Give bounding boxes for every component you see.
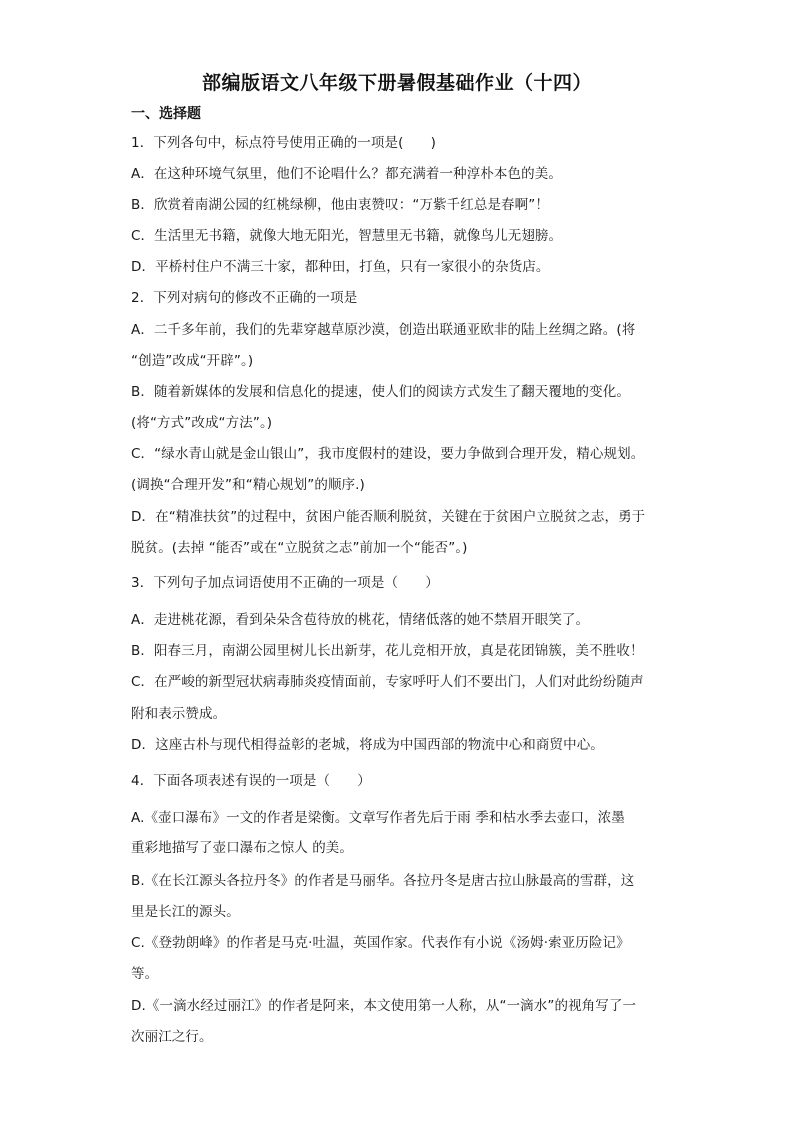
question-2-option-a: A．二千多年前，我们的先辈穿越草原沙漠，创造出联通亚欧非的陆上丝绸之路。(将 [131,322,636,338]
section-heading: 一、选择题 [131,106,201,122]
question-2-option-c: C．“绿水青山就是金山银山”，我市度假村的建设，要力争做到合理开发，精心规划。 [131,446,645,462]
question-2-option-a-cont: “创造”改成“开辟”。) [131,353,254,369]
question-3-option-a: A．走进桃花源，看到朵朵含苞待放的桃花，情绪低落的她不禁眉开眼笑了。 [131,612,590,628]
question-1-stem: 1．下列各句中，标点符号使用正确的一项是( ) [131,135,437,151]
question-4-option-c-cont: 等。 [131,966,159,982]
question-2-option-d: D．在“精准扶贫”的过程中，贫困户能否顺利脱贫，关键在于贫困户立脱贫之志，勇于 [131,509,646,525]
question-4-stem: 4．下面各项表述有误的一项是（ ） [131,773,371,789]
question-1-option-d: D．平桥村住户不满三十家，都种田，打鱼，只有一家很小的杂货店。 [131,259,550,275]
question-1-option-c: C．生活里无书籍，就像大地无阳光，智慧里无书籍，就像鸟儿无翅膀。 [131,228,563,244]
question-4-option-a-cont: 重彩地描写了壶口瀑布之惊人 的美。 [131,840,353,856]
question-3-option-c: C．在严峻的新型冠状病毒肺炎疫情面前，专家呼吁人们不要出门，人们对此纷纷随声 [131,674,644,690]
question-2-option-d-cont: 脱贫。(去掉 “能否”或在“立脱贫之志”前加一个“能否”。) [131,540,468,556]
question-3-option-d: D．这座古朴与现代相得益彰的老城，将成为中国西部的物流中心和商贸中心。 [131,737,604,753]
question-3-option-b: B．阳春三月，南湖公园里树儿长出新芽，花儿竞相开放，真是花团锦簇，美不胜收！ [131,643,644,659]
question-4-option-d: D.《一滴水经过丽江》的作者是阿来，本文使用第一人称，从“一滴水”的视角写了一 [131,998,637,1014]
question-1-option-a: A．在这种环境气氛里，他们不论唱什么？都充满着一种淳朴本色的美。 [131,166,562,182]
question-4-option-b: B.《在长江源头各拉丹冬》的作者是马丽华。各拉丹冬是唐古拉山脉最高的雪群，这 [131,873,635,889]
question-1-option-b: B．欣赏着南湖公园的红桃绿柳，他由衷赞叹：“万紫千红总是春啊”！ [131,197,549,213]
question-2-option-c-cont: (调换“合理开发”和“精心规划”的顺序.) [131,477,365,493]
question-4-option-c: C.《登勃朗峰》的作者是马克·吐温，英国作家。代表作有小说《汤姆·索亚历险记》 [131,935,630,951]
question-3-option-c-cont: 附和表示赞成。 [131,706,227,722]
question-2-option-b: B．随着新媒体的发展和信息化的提速，使人们的阅读方式发生了翻天覆地的变化。 [131,384,630,400]
question-4-option-d-cont: 次丽江之行。 [131,1029,213,1045]
question-2-stem: 2．下列对病句的修改不正确的一项是 [131,290,358,306]
question-4-option-a: A.《壶口瀑布》一文的作者是梁衡。文章写作者先后于雨 季和枯水季去壶口，浓墨 [131,810,625,826]
question-2-option-b-cont: (将“方式”改成“方法”。) [131,415,273,431]
question-4-option-b-cont: 里是长江的源头。 [131,904,240,920]
question-3-stem: 3．下列句子加点词语使用不正确的一项是（ ） [131,575,439,591]
page-title: 部编版语文八年级下册暑假基础作业（十四） [201,72,592,94]
